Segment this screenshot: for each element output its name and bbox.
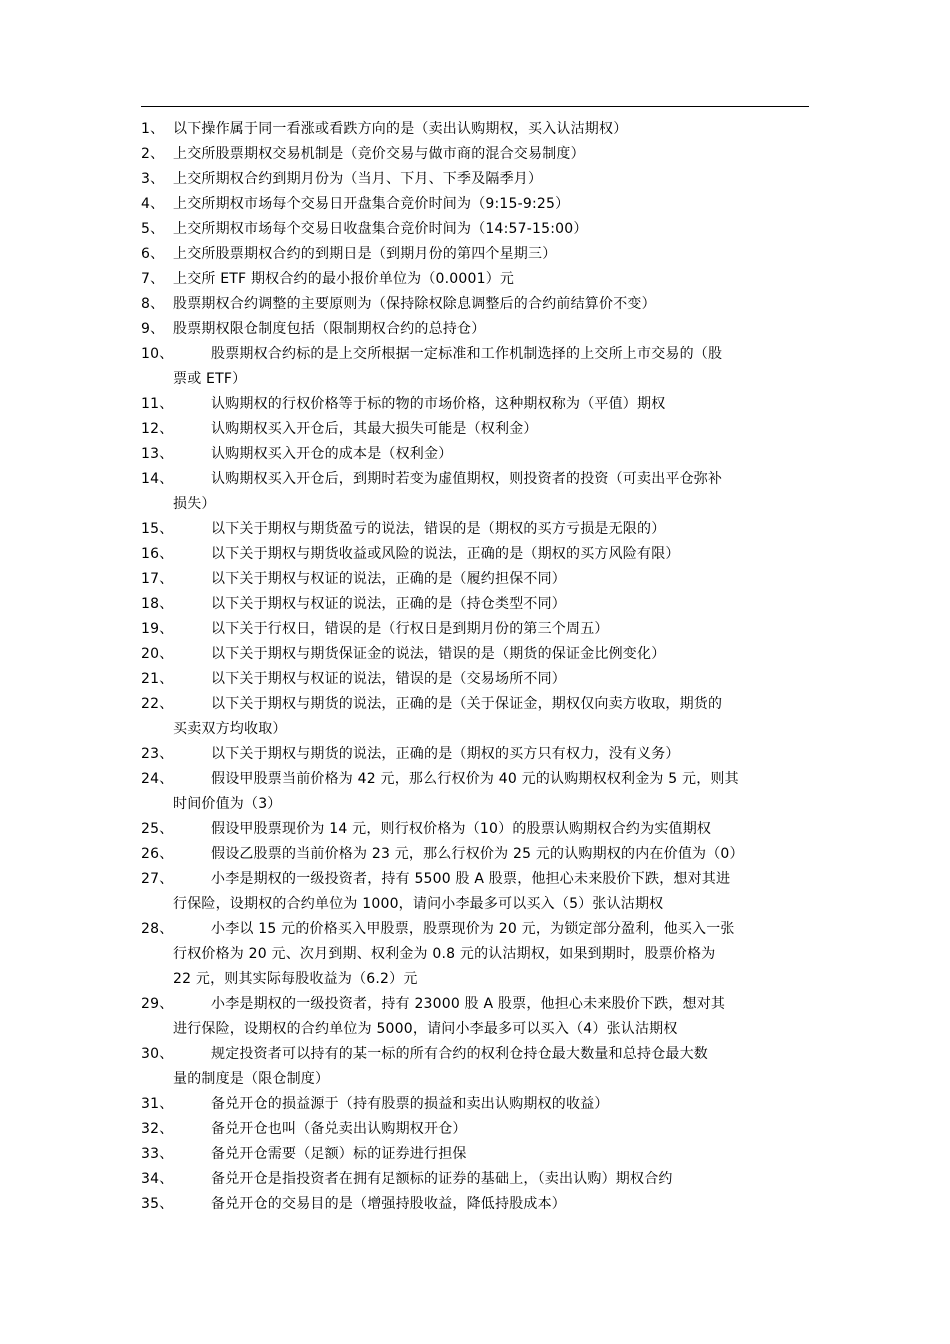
list-item — [141, 667, 809, 692]
item-number: 27、 — [141, 871, 174, 887]
list-item — [141, 692, 809, 742]
item-number: 32、 — [141, 1121, 174, 1137]
item-number: 14、 — [141, 471, 174, 487]
item-text: 小李是期权的一级投资者，持有 23000 股 A 股票，他担心未来股价下跌，想对其 — [211, 996, 726, 1012]
item-text: 备兑开仓的损益源于（持有股票的损益和卖出认购期权的收益） — [211, 1096, 609, 1112]
item-text: 小李以 15 元的价格买入甲股票，股票现价为 20 元，为锁定部分盈利，他买入一张 — [211, 921, 735, 937]
list-item — [141, 992, 809, 1042]
item-text: 上交所期权市场每个交易日收盘集合竞价时间为（14:57-15:00） — [173, 221, 588, 237]
list-item — [141, 1142, 809, 1167]
item-text-continuation: 量的制度是（限仓制度） — [173, 1071, 330, 1087]
item-number: 19、 — [141, 621, 174, 637]
header-rule — [141, 106, 809, 107]
item-text: 以下关于期权与权证的说法，错误的是（交易场所不同） — [211, 671, 566, 687]
item-text: 以下关于期权与期货的说法，正确的是（关于保证金，期权仅向卖方收取，期货的 — [211, 696, 723, 712]
item-number: 4、 — [141, 196, 165, 212]
item-text: 以下关于期权与权证的说法，正确的是（持仓类型不同） — [211, 596, 566, 612]
list-item — [141, 117, 809, 142]
item-number: 28、 — [141, 921, 174, 937]
item-number: 10、 — [141, 346, 174, 362]
item-text: 上交所 ETF 期权合约的最小报价单位为（0.0001）元 — [173, 271, 515, 287]
item-text: 股票期权合约标的是上交所根据一定标准和工作机制选择的上交所上市交易的（股 — [211, 346, 723, 362]
list-item — [141, 817, 809, 842]
item-number: 21、 — [141, 671, 174, 687]
item-text-continuation: 22 元，则其实际每股收益为（6.2）元 — [173, 971, 418, 987]
list-item — [141, 417, 809, 442]
item-number: 35、 — [141, 1196, 174, 1212]
list-item — [141, 1092, 809, 1117]
item-number: 1、 — [141, 121, 165, 137]
item-text: 认购期权的行权价格等于标的物的市场价格，这种期权称为（平值）期权 — [211, 396, 666, 412]
list-item — [141, 767, 809, 817]
list-item — [141, 517, 809, 542]
item-number: 5、 — [141, 221, 165, 237]
list-item — [141, 1117, 809, 1142]
item-number: 22、 — [141, 696, 174, 712]
item-number: 15、 — [141, 521, 174, 537]
item-text: 以下操作属于同一看涨或看跌方向的是（卖出认购期权，买入认沽期权） — [173, 121, 628, 137]
item-number: 29、 — [141, 996, 174, 1012]
item-text: 股票期权合约调整的主要原则为（保持除权除息调整后的合约前结算价不变） — [173, 296, 656, 312]
list-item — [141, 342, 809, 392]
item-text: 认购期权买入开仓后，到期时若变为虚值期权，则投资者的投资（可卖出平仓弥补 — [211, 471, 723, 487]
item-number: 6、 — [141, 246, 165, 262]
item-text: 上交所股票期权合约的到期日是（到期月份的第四个星期三） — [173, 246, 557, 262]
item-number: 33、 — [141, 1146, 174, 1162]
item-number: 31、 — [141, 1096, 174, 1112]
item-text: 以下关于期权与期货盈亏的说法，错误的是（期权的买方亏损是无限的） — [211, 521, 666, 537]
item-text: 备兑开仓是指投资者在拥有足额标的证券的基础上，（卖出认购）期权合约 — [211, 1171, 673, 1187]
list-item — [141, 542, 809, 567]
item-text: 股票期权限仓制度包括（限制期权合约的总持仓） — [173, 321, 486, 337]
list-item — [141, 442, 809, 467]
list-item — [141, 742, 809, 767]
list-item — [141, 217, 809, 242]
list-item — [141, 242, 809, 267]
item-text: 假设甲股票现价为 14 元，则行权价格为（10）的股票认购期权合约为实值期权 — [211, 821, 712, 837]
item-text: 认购期权买入开仓的成本是（权利金） — [211, 446, 453, 462]
list-item — [141, 192, 809, 217]
item-text-continuation: 票或 ETF） — [173, 371, 247, 387]
item-text: 上交所期权市场每个交易日开盘集合竞价时间为（9:15-9:25） — [173, 196, 570, 212]
item-text-continuation: 行保险，设期权的合约单位为 1000，请问小李最多可以买入（5）张认沽期权 — [173, 896, 664, 912]
item-text: 备兑开仓的交易目的是（增强持股收益，降低持股成本） — [211, 1196, 566, 1212]
list-item — [141, 617, 809, 642]
list-item — [141, 567, 809, 592]
item-text: 以下关于期权与期货保证金的说法，错误的是（期货的保证金比例变化） — [211, 646, 666, 662]
item-number: 2、 — [141, 146, 165, 162]
item-number: 25、 — [141, 821, 174, 837]
item-text: 以下关于行权日，错误的是（行权日是到期月份的第三个周五） — [211, 621, 609, 637]
item-text-continuation: 进行保险，设期权的合约单位为 5000，请问小李最多可以买入（4）张认沽期权 — [173, 1021, 678, 1037]
list-item — [141, 1042, 809, 1092]
item-text: 上交所股票期权交易机制是（竞价交易与做市商的混合交易制度） — [173, 146, 585, 162]
list-item — [141, 842, 809, 867]
item-text: 假设乙股票的当前价格为 23 元，那么行权价为 25 元的认购期权的内在价值为（0） — [211, 846, 744, 862]
item-number: 3、 — [141, 171, 165, 187]
item-number: 11、 — [141, 396, 174, 412]
item-number: 24、 — [141, 771, 174, 787]
list-item — [141, 167, 809, 192]
item-text: 以下关于期权与期货的说法，正确的是（期权的买方只有权力，没有义务） — [211, 746, 680, 762]
list-item — [141, 867, 809, 917]
item-text: 规定投资者可以持有的某一标的所有合约的权利仓持仓最大数量和总持仓最大数 — [211, 1046, 708, 1062]
item-number: 17、 — [141, 571, 174, 587]
list-item — [141, 1192, 809, 1217]
item-number: 26、 — [141, 846, 174, 862]
item-text: 以下关于期权与期货收益或风险的说法，正确的是（期权的买方风险有限） — [211, 546, 680, 562]
item-number: 16、 — [141, 546, 174, 562]
list-item — [141, 642, 809, 667]
item-number: 8、 — [141, 296, 165, 312]
item-text: 认购期权买入开仓后，其最大损失可能是（权利金） — [211, 421, 538, 437]
item-text: 小李是期权的一级投资者，持有 5500 股 A 股票，他担心未来股价下跌，想对其进 — [211, 871, 731, 887]
item-number: 9、 — [141, 321, 165, 337]
list-item — [141, 142, 809, 167]
list-item — [141, 392, 809, 417]
list-item — [141, 267, 809, 292]
item-number: 23、 — [141, 746, 174, 762]
item-number: 7、 — [141, 271, 165, 287]
item-text: 以下关于期权与权证的说法，正确的是（履约担保不同） — [211, 571, 566, 587]
item-text: 上交所期权合约到期月份为（当月、下月、下季及隔季月） — [173, 171, 543, 187]
list-item — [141, 1167, 809, 1192]
item-text: 备兑开仓需要（足额）标的证券进行担保 — [211, 1146, 467, 1162]
item-text: 假设甲股票当前价格为 42 元，那么行权价为 40 元的认购期权权利金为 5 元，则其 — [211, 771, 739, 787]
item-number: 20、 — [141, 646, 174, 662]
item-text: 备兑开仓也叫（备兑卖出认购期权开仓） — [211, 1121, 467, 1137]
item-number: 13、 — [141, 446, 174, 462]
list-item — [141, 592, 809, 617]
item-text-continuation: 行权价格为 20 元、次月到期、权利金为 0.8 元的认沽期权，如果到期时，股票价格为 — [173, 946, 716, 962]
item-number: 18、 — [141, 596, 174, 612]
item-number: 30、 — [141, 1046, 174, 1062]
item-text-continuation: 损失） — [173, 496, 216, 512]
item-number: 12、 — [141, 421, 174, 437]
item-number: 34、 — [141, 1171, 174, 1187]
list-item — [141, 917, 809, 992]
item-text-continuation: 买卖双方均收取） — [173, 721, 287, 737]
list-item — [141, 292, 809, 317]
list-item — [141, 467, 809, 517]
question-list — [141, 117, 809, 1217]
list-item — [141, 317, 809, 342]
item-text-continuation: 时间价值为（3） — [173, 796, 282, 812]
